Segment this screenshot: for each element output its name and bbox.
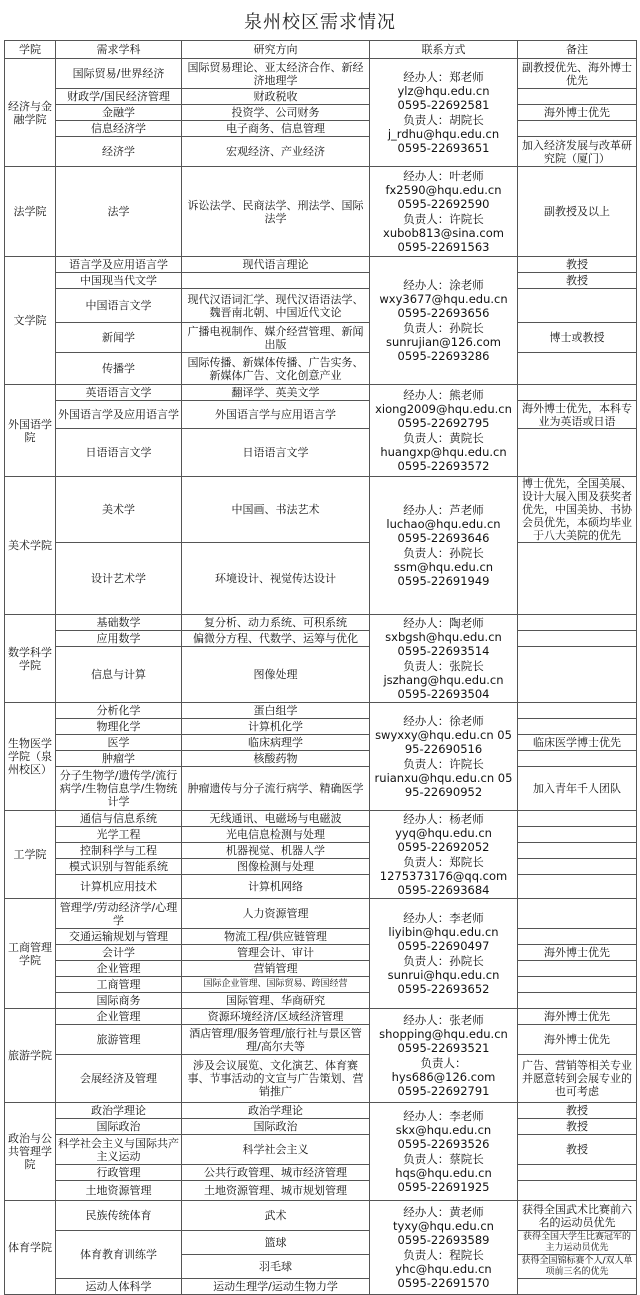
subject-cell: 传播学 [56,353,182,385]
subject-cell: 会展经济及管理 [56,1055,182,1103]
note-cell: 博士或教授 [518,323,637,353]
contact-cell: 经办人：张老师 shopping@hqu.edu.cn 0595-22693521 负责人： hys686@126.com 0595-22692791 [370,1009,518,1103]
note-cell [518,1279,637,1295]
subject-cell: 金融学 [56,105,182,121]
subject-cell: 物理化学 [56,719,182,735]
note-cell [518,89,637,105]
direction-cell: 土地资源管理、城市规划管理 [182,1181,370,1201]
table-row [5,719,637,735]
subject-cell: 英语语言文学 [56,385,182,401]
direction-cell: 国际企业管理、国际贸易、跨国经营 [182,977,370,993]
requirements-table [4,40,637,1295]
subject-cell: 体育教育训练学 [56,1231,182,1279]
contact-cell: 经办人：叶老师 fx2590@hqu.edu.cn 0595-22692590 负责人：许院长 xubob813@sina.com 0595-22691563 [370,167,518,257]
table-row [5,401,637,429]
table-row [5,875,637,899]
direction-cell: 营销管理 [182,961,370,977]
contact-cell: 经办人：郑老师 ylz@hqu.edu.cn 0595-22692581 负责人：胡院长 j_rdhu@hqu.edu.cn 0595-22693651 [370,59,518,167]
subject-cell: 民族传统体育 [56,1201,182,1231]
direction-cell: 人力资源管理 [182,899,370,929]
note-cell: 海外博士优先，本科专业为英语或日语 [518,401,637,429]
note-cell: 获得全国武术比赛前六名的运动员优先 [518,1201,637,1231]
subject-cell: 光学工程 [56,827,182,843]
subject-cell: 日语语言文学 [56,429,182,477]
note-cell [518,827,637,843]
contact-cell: 经办人：黄老师 tyxy@hqu.edu.cn 0595-22693589 负责人：程院长 yhc@hqu.edu.cn 0595-22691570 [370,1201,518,1295]
table-row [5,1103,637,1119]
table-row [5,257,637,273]
direction-cell: 机器视觉、机器人学 [182,843,370,859]
table-row [5,859,637,875]
direction-cell: 核酸药物 [182,751,370,767]
table-row [5,1165,637,1181]
subject-cell: 模式识别与智能系统 [56,859,182,875]
subject-cell: 计算机应用技术 [56,875,182,899]
table-row [5,1025,637,1055]
subject-cell: 旅游管理 [56,1025,182,1055]
table-row [5,273,637,289]
subject-cell: 国际贸易/世界经济 [56,59,182,89]
subject-cell: 企业管理 [56,1009,182,1025]
note-cell [518,977,637,993]
note-cell [518,1165,637,1181]
direction-cell: 国际政治 [182,1119,370,1135]
contact-cell: 经办人：徐老师 swyxxy@hqu.edu.cn 0595-22690516 负责人：许院长 ruianxu@hqu.edu.cn 0595-22690952 [370,703,518,811]
header-note: 备注 [518,41,637,59]
header-direction: 研究方向 [182,41,370,59]
table-row [5,945,637,961]
table-body [5,59,637,1295]
table-row [5,1279,637,1295]
college-cell: 体育学院 [5,1201,56,1295]
note-cell [518,353,637,385]
subject-cell: 语言学及应用语言学 [56,257,182,273]
note-cell [518,289,637,323]
subject-cell: 医学 [56,735,182,751]
note-cell: 海外博士优先 [518,1009,637,1025]
direction-cell: 科学社会主义 [182,1135,370,1165]
direction-cell: 羽毛球 [182,1255,370,1279]
table-row [5,899,637,929]
table-row [5,323,637,353]
direction-cell: 外国语言学与应用语言学 [182,401,370,429]
note-cell: 海外博士优先 [518,105,637,121]
note-cell: 获得全国大学生比赛冠军的主力运动员优先 [518,1231,637,1255]
table-row [5,385,637,401]
direction-cell: 中国画、书法艺术 [182,477,370,543]
subject-cell: 工商管理 [56,977,182,993]
table-row [5,961,637,977]
direction-cell: 无线通讯、电磁场与电磁波 [182,811,370,827]
college-cell: 经济与金融学院 [5,59,56,167]
subject-cell: 科学社会主义与国际共产主义运动 [56,1135,182,1165]
subject-cell: 通信与信息系统 [56,811,182,827]
subject-cell: 运动人体科学 [56,1279,182,1295]
direction-cell: 武术 [182,1201,370,1231]
table-row [5,1181,637,1201]
direction-cell: 现代汉语词汇学、现代汉语语法学、魏晋南北朝、中国近代文论 [182,289,370,323]
note-cell [518,615,637,631]
note-cell: 获得全国锦标赛个人/双人单项前三名的优先 [518,1255,637,1279]
note-cell: 副教授及以上 [518,167,637,257]
direction-cell [182,273,370,289]
contact-cell: 经办人：熊老师 xiong2009@hqu.edu.cn 0595-22692795 负责人：黄院长 huangxp@hqu.edu.cn 0595-22693572 [370,385,518,477]
direction-cell: 诉讼法学、民商法学、刑法学、国际法学 [182,167,370,257]
direction-cell: 国际贸易理论、亚太经济合作、新经济地理学 [182,59,370,89]
note-cell [518,647,637,703]
contact-cell: 经办人：杨老师 yyq@hqu.edu.cn 0595-22692052 负责人：郑院长 1275373176@qq.com 0595-22693684 [370,811,518,899]
direction-cell: 管理会计、审计 [182,945,370,961]
subject-cell: 基础数学 [56,615,182,631]
subject-cell: 企业管理 [56,961,182,977]
header-college: 学院 [5,41,56,59]
subject-cell: 法学 [56,167,182,257]
table-row [5,735,637,751]
note-cell: 加入经济发展与改革研究院（厦门） [518,137,637,167]
note-cell [518,961,637,977]
table-row [5,353,637,385]
note-cell [518,1181,637,1201]
table-row [5,137,637,167]
college-cell: 美术学院 [5,477,56,615]
direction-cell: 运动生理学/运动生物力学 [182,1279,370,1295]
direction-cell: 公共行政管理、城市经济管理 [182,1165,370,1181]
note-cell: 广告、营销等相关专业并愿意转到会展专业的也可考虑 [518,1055,637,1103]
subject-cell: 分析化学 [56,703,182,719]
direction-cell: 物流工程/供应链管理 [182,929,370,945]
note-cell [518,429,637,477]
subject-cell: 应用数学 [56,631,182,647]
header-row [5,41,637,59]
subject-cell: 中国现当代文学 [56,273,182,289]
note-cell [518,843,637,859]
direction-cell: 国际管理、华商研究 [182,993,370,1009]
direction-cell: 日语语言文学 [182,429,370,477]
note-cell [518,811,637,827]
table-row [5,993,637,1009]
direction-cell: 计算机网络 [182,875,370,899]
subject-cell: 财政学/国民经济管理 [56,89,182,105]
table-row [5,767,637,811]
note-cell: 教授 [518,1103,637,1119]
direction-cell: 篮球 [182,1231,370,1255]
direction-cell: 环境设计、视觉传达设计 [182,543,370,615]
subject-cell: 会计学 [56,945,182,961]
subject-cell: 分子生物学/遗传学/流行病学/生物信息学/生物统计学 [56,767,182,811]
table-row [5,647,637,703]
note-cell [518,875,637,899]
note-cell [518,899,637,929]
subject-cell: 中国语言文学 [56,289,182,323]
subject-cell: 新闻学 [56,323,182,353]
subject-cell: 经济学 [56,137,182,167]
note-cell: 加入青年千人团队 [518,767,637,811]
table-row [5,543,637,615]
college-cell: 生物医学学院（泉州校区） [5,703,56,811]
note-cell: 临床医学博士优先 [518,735,637,751]
college-cell: 政治与公共管理学院 [5,1103,56,1201]
table-row [5,1119,637,1135]
direction-cell: 国际传播、新媒体传播、广告实务、新媒体广告、文化创意产业 [182,353,370,385]
table-row [5,1231,637,1255]
note-cell [518,631,637,647]
direction-cell: 政治学理论 [182,1103,370,1119]
table-row [5,751,637,767]
subject-cell: 行政管理 [56,1165,182,1181]
table-row [5,615,637,631]
note-cell [518,929,637,945]
direction-cell: 投资学、公司财务 [182,105,370,121]
table-row [5,89,637,105]
page-title: 泉州校区需求情况 [244,12,396,33]
note-cell: 教授 [518,257,637,273]
subject-cell: 交通运输规划与管理 [56,929,182,945]
direction-cell: 涉及会议展览、文化演艺、体育赛事、节事活动的文宣与广告策划、营销推广 [182,1055,370,1103]
table-row [5,1055,637,1103]
direction-cell: 计算机化学 [182,719,370,735]
note-cell [518,703,637,719]
subject-cell: 信息经济学 [56,121,182,137]
direction-cell: 图像检测与处理 [182,859,370,875]
direction-cell: 广播电视制作、媒介经营管理、新闻出版 [182,323,370,353]
note-cell: 海外博士优先 [518,945,637,961]
table-row [5,59,637,89]
subject-cell: 设计艺术学 [56,543,182,615]
table-row [5,1201,637,1231]
subject-cell: 控制科学与工程 [56,843,182,859]
direction-cell: 图像处理 [182,647,370,703]
table-row [5,1135,637,1165]
table-row [5,121,637,137]
table-row [5,1009,637,1025]
table-row [5,703,637,719]
subject-cell: 外国语言学及应用语言学 [56,401,182,429]
note-cell [518,385,637,401]
direction-cell: 资源环境经济/区域经济管理 [182,1009,370,1025]
table-row [5,105,637,121]
direction-cell: 酒店管理/服务管理/旅行社与景区管理/高尔夫等 [182,1025,370,1055]
note-cell: 教授 [518,1119,637,1135]
subject-cell: 管理学/劳动经济学/心理学 [56,899,182,929]
subject-cell: 土地资源管理 [56,1181,182,1201]
note-cell: 博士优先，全国美展、设计大展入围及获奖者优先，中国美协、书协会员优先，本硕均毕业于八大美院的优先 [518,477,637,543]
table-row [5,289,637,323]
note-cell [518,543,637,615]
table-row [5,929,637,945]
subject-cell: 肿瘤学 [56,751,182,767]
header-contact: 联系方式 [370,41,518,59]
direction-cell: 复分析、动力系统、可积系统 [182,615,370,631]
direction-cell: 宏观经济、产业经济 [182,137,370,167]
table-row [5,477,637,543]
table-row [5,811,637,827]
table-row [5,631,637,647]
direction-cell: 翻译学、英美文学 [182,385,370,401]
contact-cell: 经办人：陶老师 sxbgsh@hqu.edu.cn 0595-22693514 负责人：张院长 jszhang@hqu.edu.cn 0595-22693504 [370,615,518,703]
direction-cell: 偏微分方程、代数学、运筹与优化 [182,631,370,647]
table-row [5,827,637,843]
note-cell: 海外博士优先 [518,1025,637,1055]
contact-cell: 经办人：涂老师 wxy3677@hqu.edu.cn 0595-22693656 负责人：孙院长 sunrujian@126.com 0595-22693286 [370,257,518,385]
direction-cell: 肿瘤遗传与分子流行病学、精确医学 [182,767,370,811]
table-row [5,843,637,859]
subject-cell: 国际商务 [56,993,182,1009]
note-cell [518,859,637,875]
subject-cell: 美术学 [56,477,182,543]
note-cell [518,121,637,137]
note-cell: 教授 [518,1135,637,1165]
direction-cell: 临床病理学 [182,735,370,751]
direction-cell: 财政税收 [182,89,370,105]
note-cell: 副教授优先、海外博士优先 [518,59,637,89]
contact-cell: 经办人：李老师 liyibin@hqu.edu.cn 0595-22690497 负责人：孙院长 sunrui@hqu.edu.cn 0595-22693652 [370,899,518,1009]
college-cell: 工商管理学院 [5,899,56,1009]
direction-cell: 光电信息检测与处理 [182,827,370,843]
note-cell [518,751,637,767]
note-cell [518,719,637,735]
table-row [5,167,637,257]
note-cell [518,993,637,1009]
table-row [5,429,637,477]
subject-cell: 国际政治 [56,1119,182,1135]
contact-cell: 经办人：芦老师 luchao@hqu.edu.cn 0595-22693646 负责人：孙院长 ssm@hqu.edu.cn 0595-22691949 [370,477,518,615]
college-cell: 文学院 [5,257,56,385]
subject-cell: 信息与计算 [56,647,182,703]
college-cell: 工学院 [5,811,56,899]
note-cell: 教授 [518,273,637,289]
direction-cell: 电子商务、信息管理 [182,121,370,137]
college-cell: 数学科学学院 [5,615,56,703]
contact-cell: 经办人：李老师 skx@hqu.edu.cn 0595-22693526 负责人：蔡院长 hqs@hqu.edu.cn 0595-22691925 [370,1103,518,1201]
subject-cell: 政治学理论 [56,1103,182,1119]
direction-cell: 蛋白组学 [182,703,370,719]
direction-cell: 现代语言理论 [182,257,370,273]
college-cell: 法学院 [5,167,56,257]
header-subject: 需求学科 [56,41,182,59]
college-cell: 外国语学院 [5,385,56,477]
table-row [5,977,637,993]
college-cell: 旅游学院 [5,1009,56,1103]
